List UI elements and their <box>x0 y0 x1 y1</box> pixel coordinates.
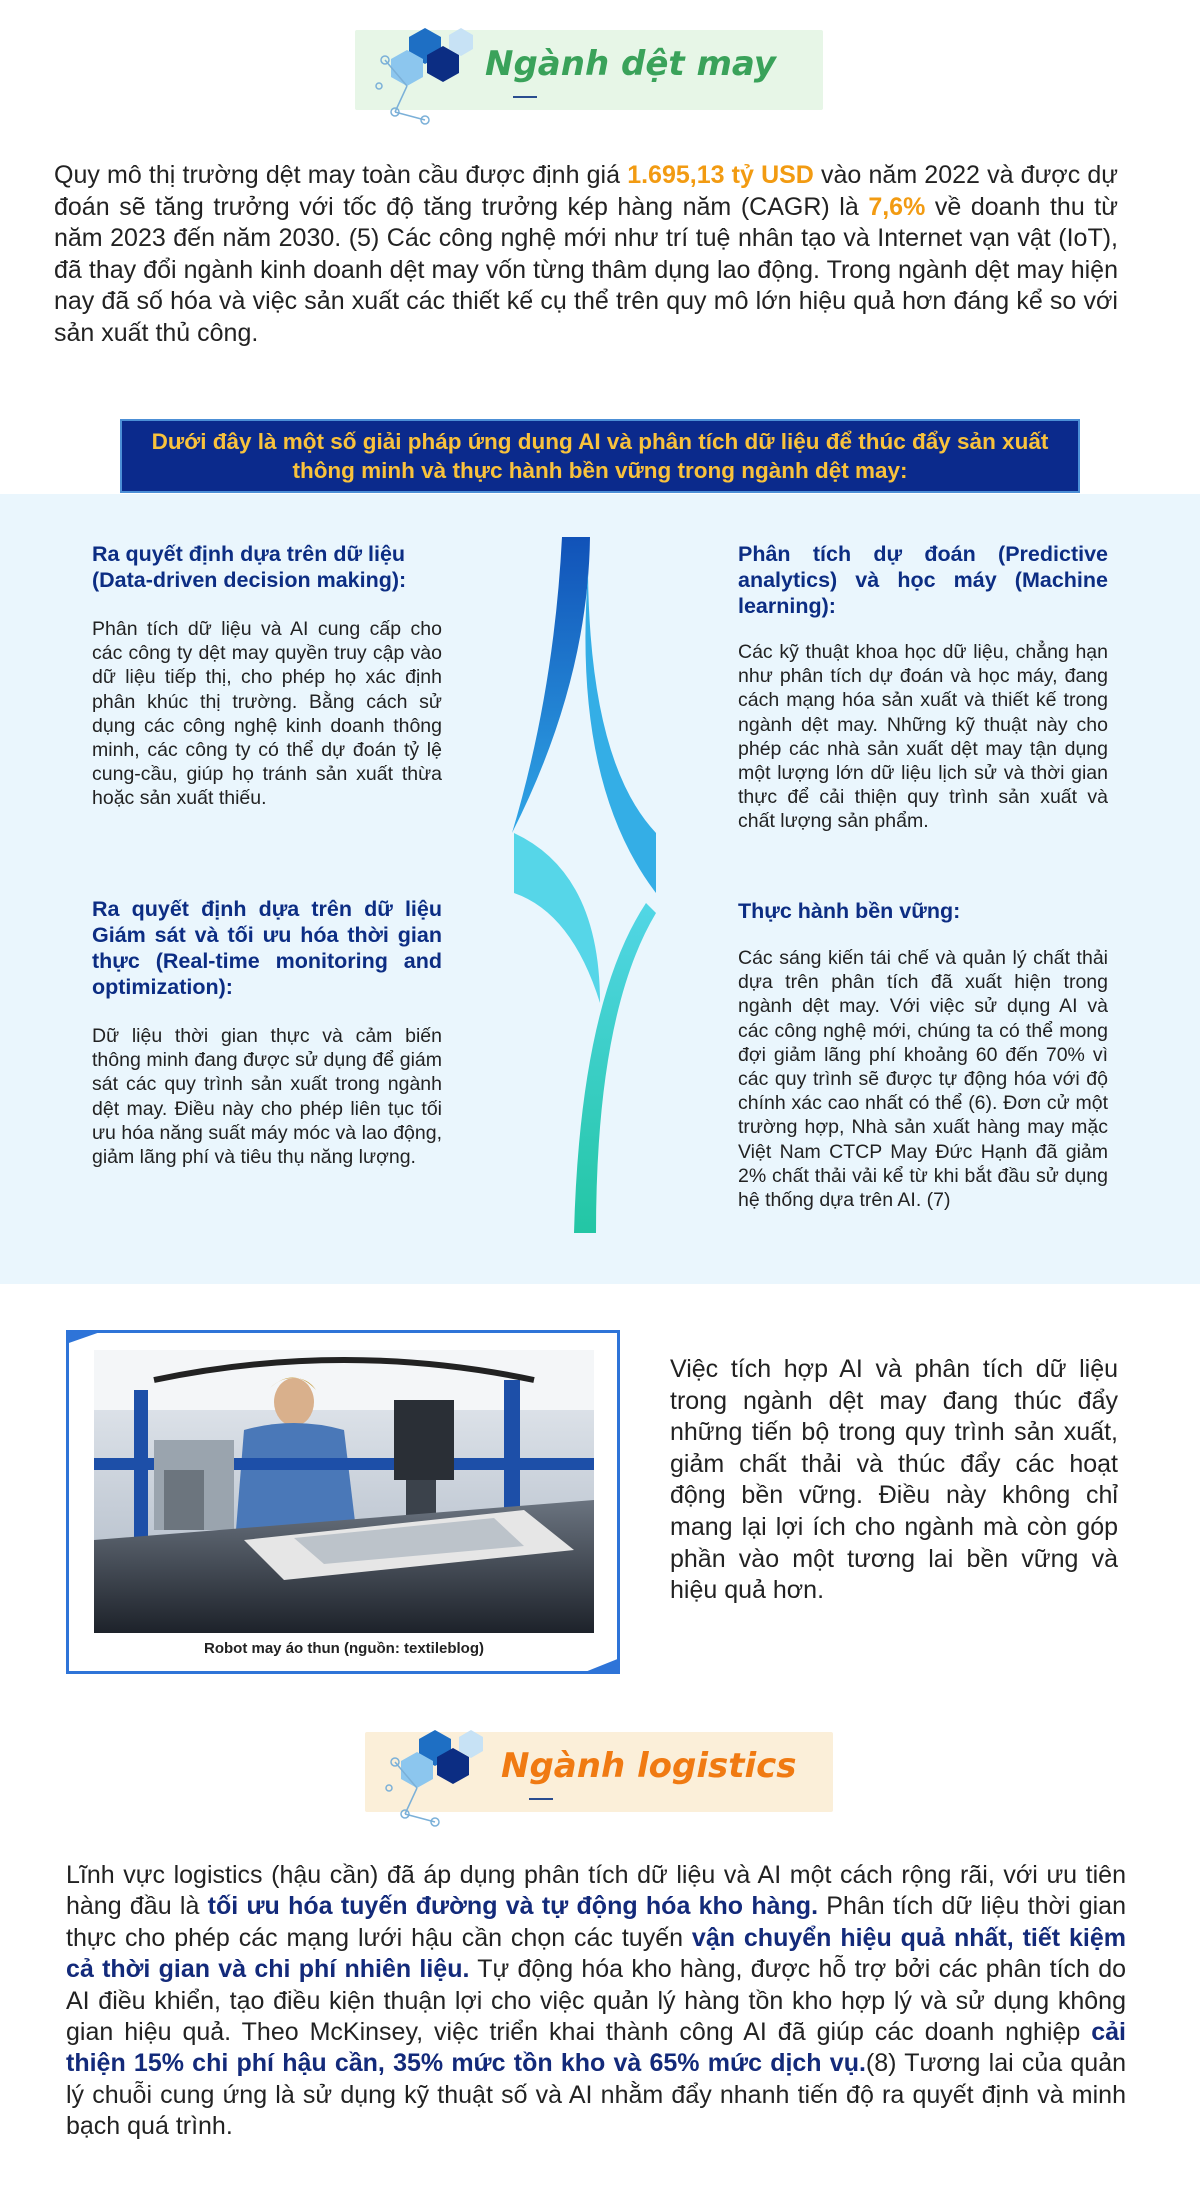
solutions-callout-text: Dưới đây là một số giải pháp ứng dụng AI và phân tích dữ liệu để thúc đẩy sản xuất thông minh và thực hành bền vững trong ngành dệt may: <box>151 429 1049 483</box>
logistics-section-header <box>365 1732 835 1812</box>
sustainable-practice-text: Các sáng kiến tái chế và quản lý chất thải dựa trên phân tích đã xuất hiện trong ngành dệt may. Với việc sử dụng AI và các công nghệ mới, chúng ta có thể mong đợi giảm lãng phí khoảng 60 đến 70% vì các quy trình sẽ được tự động hóa với độ chính xác cao nhất có thể (6). Đơn cử một trường hợp, Nhà sản xuất hàng may mặc Việt Nam CTCP May Đức Hạnh đã giảm 2% chất thải vải kể từ khi bắt đầu sử dụng hệ thống dựa trên AI. (7) <box>738 947 1108 1212</box>
textile-conclusion-paragraph: Việc tích hợp AI và phân tích dữ liệu trong ngành dệt may đang thúc đẩy những tiến bộ trong quy trình sản xuất, giảm chất thải và thúc đẩy các hoạt động bền vững. Điều này không chỉ mang lại lợi ích cho ngành mà còn góp phần vào một tương lai bền vững và hiệu quả hơn. <box>670 1355 1118 1605</box>
textile-intro-paragraph <box>54 160 1118 349</box>
paragraph-text: vào năm 2022 và được dự đoán sẽ tăng trưởng với tốc độ tăng trưởng kép hàng năm (CAGR) là <box>54 161 1119 221</box>
highlight-figure: 1.695,13 tỷ USD <box>627 161 814 189</box>
paragraph-text: Tự động hóa kho hàng, được hỗ trợ bởi các phân tích do AI điều khiển, tạo điều kiện thuận lợi cho việc quản lý hàng tồn kho hợp lý và sử dụng không gian hiệu quả. Theo McKinsey, việc triển khai thành công AI đã giúp các doanh nghiệp <box>66 1955 1127 2047</box>
paragraph-text: Quy mô thị trường dệt may toàn cầu được định giá <box>54 161 628 189</box>
ribbon-divider-icon <box>510 533 660 1233</box>
paragraph-text: (8) Tương lai của quản lý chuỗi cung ứng là sử dụng kỹ thuật số và AI nhằm đẩy nhanh tiến độ ra quyết định và minh bạch quá trình. <box>66 2049 1126 2141</box>
photo-caption: Robot may áo thun (nguồn: textileblog) <box>204 1640 484 1657</box>
realtime-monitoring-text: Dữ liệu thời gian thực và cảm biến thông minh đang được sử dụng để giám sát các quy trình sản xuất trong ngành dệt may. Điều này cho phép liên tục tối ưu hóa năng suất máy móc và lao động, giảm lãng phí và tiêu thụ năng lượng. <box>92 1025 442 1169</box>
textile-section-header <box>355 30 825 110</box>
sustainable-practice-title: Thực hành bền vững: <box>738 899 961 923</box>
predictive-analytics-title: Phân tích dự đoán (Predictive analytics) và học máy (Machine learning): <box>738 542 1108 618</box>
title-underline <box>513 96 537 98</box>
textile-section-title: Ngành dệt may <box>485 44 776 84</box>
realtime-monitoring-title: Ra quyết định dựa trên dữ liệu Giám sát và tối ưu hóa thời gian thực (Real-time monitoring and optimization): <box>92 897 442 999</box>
logistics-section-title: Ngành logistics <box>501 1746 797 1786</box>
data-driven-text: Phân tích dữ liệu và AI cung cấp cho các công ty dệt may quyền truy cập vào dữ liệu tiếp thị, cho phép họ xác định phân khúc thị trường. Bằng cách sử dụng các công nghệ kinh doanh thông minh, các công ty có thể dự đoán tỷ lệ cung-cầu, giúp họ tránh sản xuất thừa hoặc sản xuất thiếu. <box>92 618 442 810</box>
solutions-callout-box <box>120 419 1080 493</box>
predictive-analytics-text: Các kỹ thuật khoa học dữ liệu, chẳng hạn như phân tích dự đoán và học máy, đang cách mạng hóa sản xuất và thiết kế trong ngành dệt may. Những kỹ thuật này cho phép các nhà sản xuất dệt may tận dụng một lượng lớn dữ liệu lịch sử và thời gian thực để cải thiện quy trình sản xuất và chất lượng sản phẩm. <box>738 641 1108 833</box>
highlight-figure: 7,6% <box>868 192 926 221</box>
title-underline <box>529 1798 553 1800</box>
data-driven-title: Ra quyết định dựa trên dữ liệu (Data-driven decision making): <box>92 542 407 592</box>
hexagon-cluster-icon <box>375 1722 515 1832</box>
sewing-robot-photo <box>94 1350 594 1633</box>
logistics-paragraph <box>66 1860 1126 2143</box>
highlight-phrase: vận chuyển hiệu quả nhất, tiết kiệm cả thời gian và chi phí nhiên liệu. <box>66 1923 1126 1984</box>
paragraph-text: Lĩnh vực logistics (hậu cần) đã áp dụng phân tích dữ liệu và AI một cách rộng rãi, với ưu tiên hàng đầu là <box>66 1861 1126 1921</box>
highlight-phrase: cải thiện 15% chi phí hậu cần, 35% mức tồn kho và 65% mức dịch vụ. <box>66 2018 1126 2078</box>
paragraph-text: về doanh thu từ năm 2023 đến năm 2030. (5) Các công nghệ mới như trí tuệ nhân tạo và Internet vạn vật (IoT), đã thay đổi ngành kinh doanh dệt may vốn từng thâm dụng lao động. Trong ngành dệt may hiện nay đã số hóa và việc sản xuất các thiết kế cụ thể trên quy mô lớn hiệu quả hơn đáng kể so với sản xuất thủ công. <box>54 192 1118 347</box>
hexagon-cluster-icon <box>365 20 505 130</box>
paragraph-text: Phân tích dữ liệu thời gian thực cho phép các mạng lưới hậu cần chọn các tuyến <box>66 1892 1126 1952</box>
highlight-phrase: tối ưu hóa tuyến đường và tự động hóa kho hàng. <box>207 1892 819 1921</box>
